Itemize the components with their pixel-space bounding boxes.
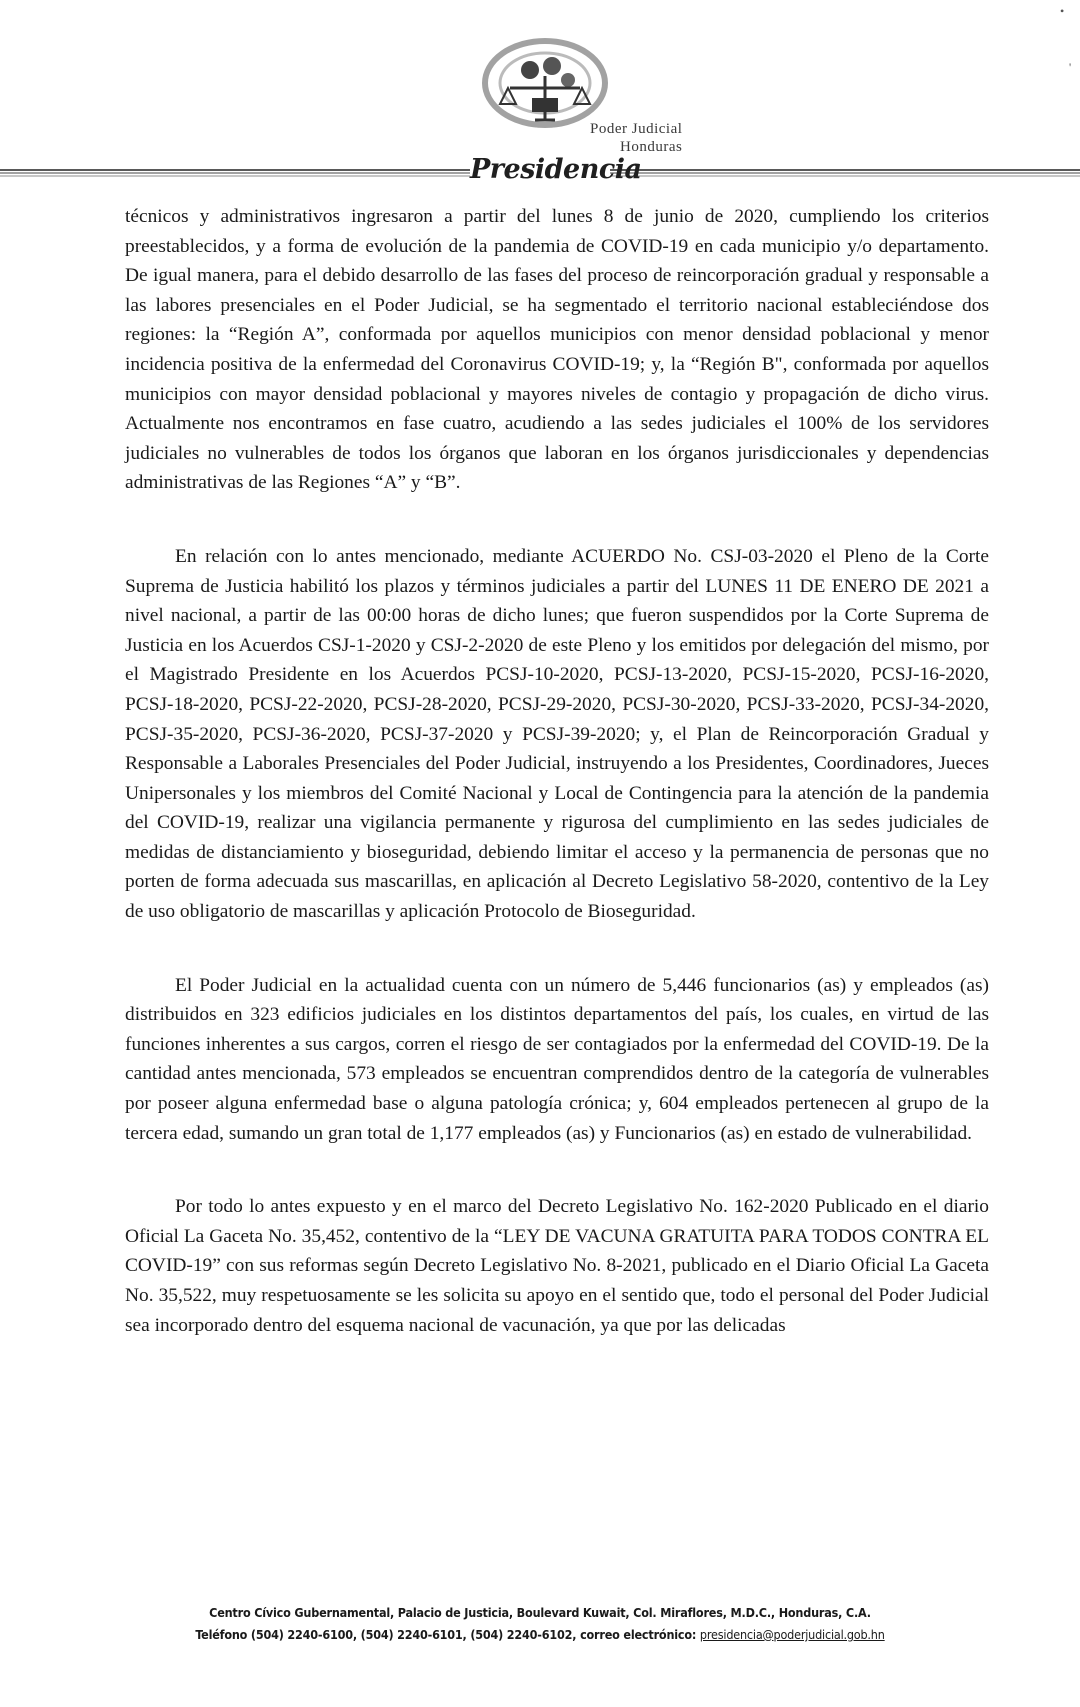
paragraph: técnicos y administrativos ingresaron a partir del lunes 8 de junio de 2020, cumpliendo los criterios preestablecidos, y a forma de evolución de la pandemia de COVID-19 en cada municipio y/o departamento. De igual manera, para el debido desarrollo de las fases del proceso de reincorporación gradual y responsable a las labores presenciales en el Poder Judicial, se ha segmentado el territorio nacional estableciéndose dos regiones: la “Región A”, conformada por aquellos municipios con menor densidad poblacional y menor incidencia positiva de la enfermedad del Coronavirus COVID-19; y, la “Región B", conformada por aquellos municipios con mayor densidad poblacional y mayores niveles de contagio y propagación de dicho virus. Actualmente nos encontramos en fase cuatro, acudiendo a las sedes judiciales el 100% de los servidores judiciales no vulnerables de todos los órganos que laboran en los órganos jurisdiccionales y dependencias administrativas de las Regiones “A” y “B”. — [125, 206, 989, 494]
footer-contact — [0, 1624, 1080, 1646]
scan-mark: ' — [1069, 60, 1072, 74]
institution-line-2: Honduras — [620, 139, 683, 155]
letterhead-footer — [0, 1602, 1080, 1646]
footer-email-link[interactable]: presidencia@poderjudicial.gob.hn — [699, 1627, 885, 1642]
footer-address: Centro Cívico Gubernamental, Palacio de Justicia, Boulevard Kuwait, Col. Miraflores, M.D.C., Honduras, C.A. — [209, 1605, 871, 1620]
institution-name — [590, 120, 682, 156]
letter-body — [125, 202, 989, 1340]
scan-mark: • — [1060, 4, 1065, 18]
paragraph: En relación con lo antes mencionado, mediante ACUERDO No. CSJ-03-2020 el Pleno de la Corte Suprema de Justicia habilitó los plazos y términos judiciales a partir del LUNES 11 DE ENERO DE 2021 a nivel nacional, a partir de las 00:00 horas de dicho lunes; que fueron suspendidos por la Corte Suprema de Justicia en los Acuerdos CSJ-1-2020 y CSJ-2-2020 de este Pleno y los emitidos por delegación del mismo, por el Magistrado Presidente en los Acuerdos PCSJ-10-2020, PCSJ-13-2020, PCSJ-15-2020, PCSJ-16-2020, PCSJ-18-2020, PCSJ-22-2020, PCSJ-28-2020, PCSJ-29-2020, PCSJ-30-2020, PCSJ-33-2020, PCSJ-34-2020, PCSJ-35-2020, PCSJ-36-2020, PCSJ-37-2020 y PCSJ-39-2020; y, el Plan de Reincorporación Gradual y Responsable a Laborales Presenciales del Poder Judicial, instruyendo a los Presidentes, Coordinadores, Jueces Unipersonales y los miembros del Comité Nacional y Local de Contingencia para la atención de la pandemia del COVID-19, realizar una vigilancia permanente y rigurosa del cumplimiento en las sedes judiciales de medidas de distanciamiento y bioseguridad, debiendo limitar el acceso y la permanencia de personas que no porten de forma adecuada sus mascarillas, en aplicación al Decreto Legislativo 58-2020, contentivo de la Ley de uso obligatorio de mascarillas y aplicación Protocolo de Bioseguridad. — [125, 545, 989, 923]
paragraph: El Poder Judicial en la actualidad cuenta con un número de 5,446 funcionarios (as) y empleados (as) distribuidos en 323 edificios judiciales en los distintos departamentos del país, los cuales, en virtud de las funciones inherentes a sus cargos, corren el riesgo de ser contagiados por la enfermedad del COVID-19. De la cantidad antes mencionada, 573 empleados se encuentran comprendidos dentro de la categoría de vulnerables por poseer alguna enfermedad base o alguna patología crónica; y, 604 empleados pertenecen al grupo de la tercera edad, sumando un gran total de 1,177 empleados (as) y Funcionarios (as) en estado de vulnerabilidad. — [125, 974, 989, 1144]
letterhead — [0, 0, 1080, 200]
institution-line-1: Poder Judicial — [590, 121, 683, 137]
paragraph: Por todo lo antes expuesto y en el marco del Decreto Legislativo No. 162-2020 Publicado en el diario Oficial La Gaceta No. 35,452, contentivo de la “LEY DE VACUNA GRATUITA PARA TODOS CONTRA EL COVID-19” con sus reformas según Decreto Legislativo No. 8-2021, publicado en el Diario Oficial La Gaceta No. 35,522, muy respetuosamente se les solicita su apoyo en el sentido que, todo el personal del Poder Judicial sea incorporado dentro del esquema nacional de vacunación, ya que por las delicadas — [125, 1196, 989, 1336]
office-title: Presidencia — [470, 154, 642, 185]
footer-phones: Teléfono (504) 2240-6100, (504) 2240-6101, (504) 2240-6102, correo electrónico: — [195, 1627, 697, 1642]
